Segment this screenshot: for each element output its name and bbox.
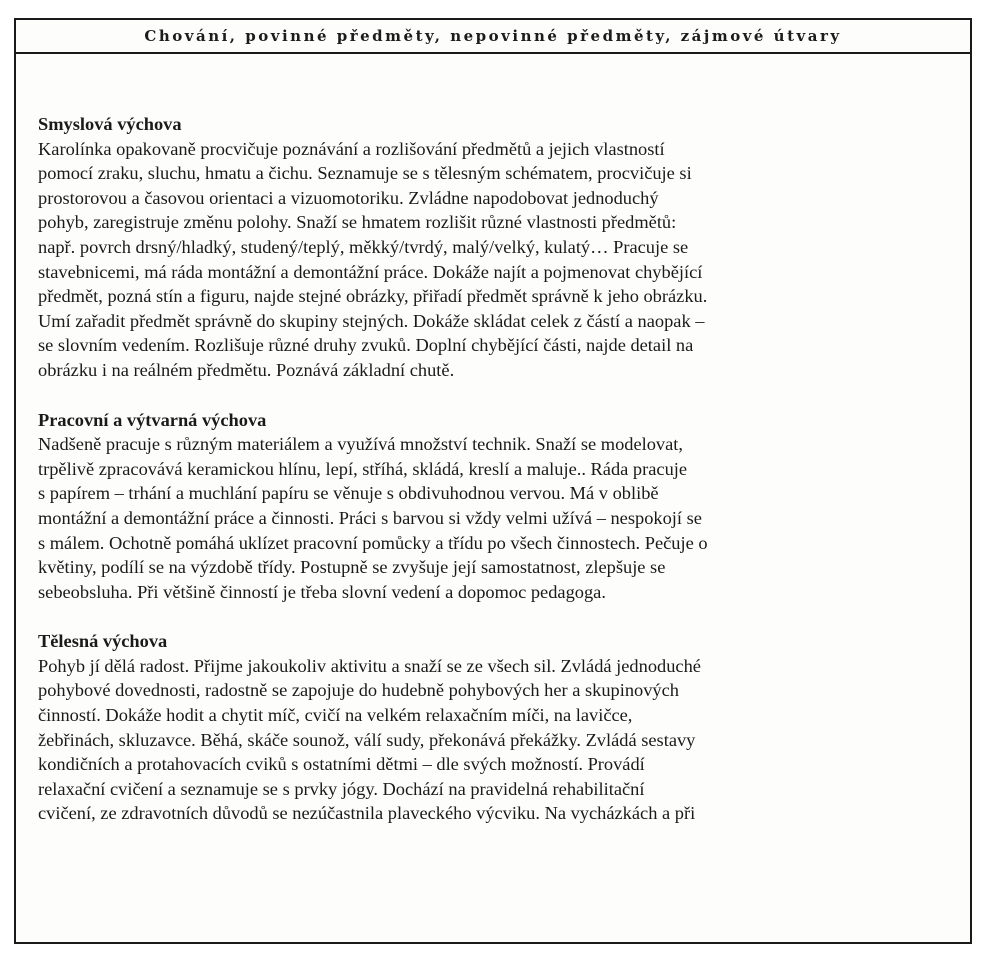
text-line: montážní a demontážní práce a činnosti. Práci s barvou si vždy velmi užívá – nespokojí se [38, 507, 702, 528]
text-line: Umí zařadit předmět správně do skupiny stejných. Dokáže skládat celek z částí a naopak – [38, 310, 705, 331]
text-line: cvičení, ze zdravotních důvodů se nezúčastnila plaveckého výcviku. Na vycházkách a při [38, 803, 696, 824]
text-line: prostorovou a časovou orientaci a vizuomotoriku. Zvládne napodobovat jednoduchý [38, 187, 659, 208]
text-line: sebeobsluha. Při většině činností je třeba slovní vedení a dopomoc pedagoga. [38, 581, 606, 602]
text-line: žebřinách, skluzavce. Běhá, skáče sounož, válí sudy, překonává překážky. Zvládá sestavy [38, 729, 696, 750]
text-line: trpělivě zpracovává keramickou hlínu, lepí, stříhá, skládá, kreslí a maluje.. Ráda pracuje [38, 458, 688, 479]
section-sensory-education [38, 112, 950, 383]
text-line: předmět, pozná stín a figuru, najde stejné obrázky, přiřadí předmět správně k jeho obrázku. [38, 286, 708, 307]
text-line: pomocí zraku, sluchu, hmatu a čichu. Seznamuje se s tělesným schématem, procvičuje si [38, 163, 692, 184]
text-line: Pohyb jí dělá radost. Přijme jakoukoliv aktivitu a snaží se ze všech sil. Zvládá jednoduché [38, 655, 701, 676]
section-title: Pracovní a výtvarná výchova [38, 409, 267, 430]
text-line: s málem. Ochotně pomáhá uklízet pracovní pomůcky a třídu po všech činnostech. Pečuje o [38, 532, 708, 553]
text-line: obrázku i na reálném předmětu. Poznává základní chutě. [38, 359, 455, 380]
text-line: květiny, podílí se na výzdobě třídy. Postupně se zvyšuje její samostatnost, zlepšuje se [38, 557, 666, 578]
report-frame [14, 18, 972, 944]
text-line: Karolínka opakovaně procvičuje poznávání a rozlišování předmětů a jejich vlastností [38, 138, 665, 159]
text-line: stavebnicemi, má ráda montážní a demontážní práce. Dokáže najít a pojmenovat chybějící [38, 261, 703, 282]
text-line: činností. Dokáže hodit a chytit míč, cvičí na velkém relaxačním míči, na lavičce, [38, 705, 633, 726]
text-line: relaxační cvičení a seznamuje se s prvky jógy. Dochází na pravidelná rehabilitační [38, 778, 645, 799]
text-line: se slovním vedením. Rozlišuje různé druhy zvuků. Doplní chybějící části, najde detail na [38, 335, 694, 356]
text-line: pohybové dovednosti, radostně se zapojuje do hudebně pohybových her a skupinových [38, 680, 679, 701]
section-work-art-education [38, 408, 950, 605]
text-line: pohyb, zaregistruje změnu polohy. Snaží se hmatem rozlišit různé vlastnosti předmětů: [38, 212, 677, 233]
text-line: s papírem – trhání a muchlání papíru se věnuje s obdivuhodnou vervou. Má v oblibě [38, 483, 659, 504]
text-line: Nadšeně pracuje s různým materiálem a využívá množství technik. Snaží se modelovat, [38, 434, 683, 455]
section-header: Chování, povinné předměty, nepovinné předměty, zájmové útvary [16, 20, 970, 54]
text-line: kondičních a protahovacích cviků s ostatními dětmi – dle svých možností. Provádí [38, 754, 645, 775]
text-line: např. povrch drsný/hladký, studený/teplý, měkký/tvrdý, malý/velký, kulatý… Pracuje se [38, 236, 689, 257]
section-title: Tělesná výchova [38, 631, 168, 652]
report-content [16, 54, 970, 826]
section-title: Smyslová výchova [38, 114, 182, 134]
section-physical-education [38, 629, 950, 826]
